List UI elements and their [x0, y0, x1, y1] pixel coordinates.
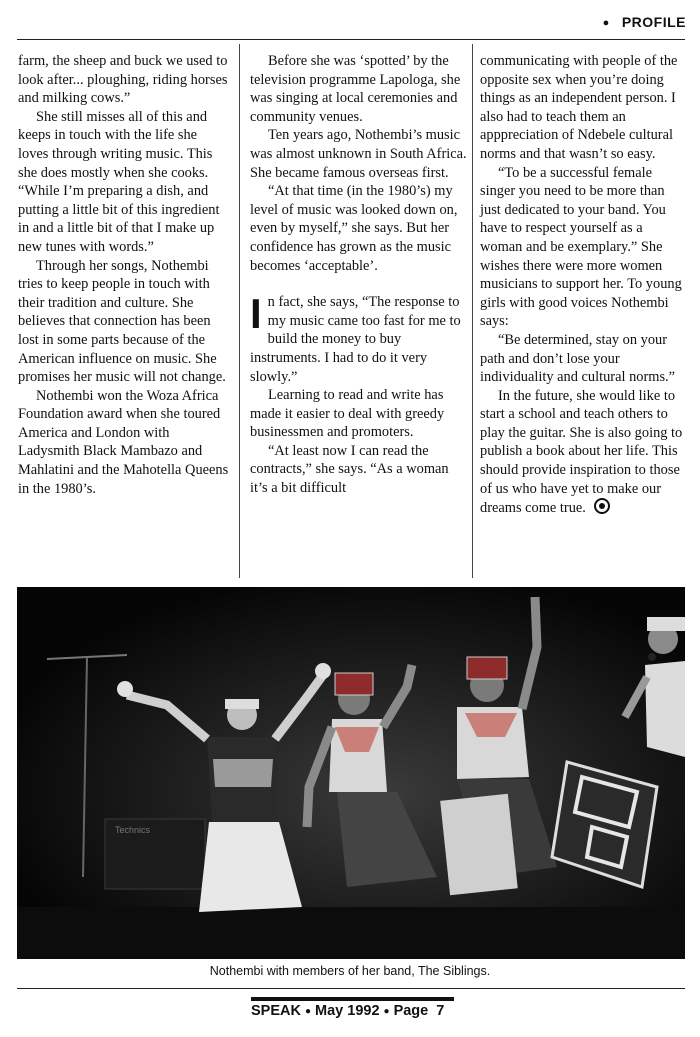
column-divider: [239, 44, 240, 578]
dropcap-text: n fact, she says, “The response to my music came too fast for me to build the money to buy instruments. I had to do it very slowly.”: [250, 294, 461, 385]
dropcap-paragraph: [250, 290, 468, 386]
page-label: Page: [393, 1003, 429, 1019]
paragraph: “At least now I can read the contracts,” she says. “As a woman it’s a bit difficult: [250, 442, 449, 497]
drop-cap: I: [250, 290, 262, 338]
bullet-icon: ●: [304, 1006, 312, 1017]
paragraph: Ten years ago, Nothembi’s music was almost unknown in South Africa. She became famous overseas first.: [250, 127, 467, 181]
footer-divider: [17, 988, 685, 989]
issue-date: May 1992: [315, 1003, 380, 1019]
page-footer: [251, 1003, 444, 1019]
magazine-name: SPEAK: [251, 1003, 301, 1019]
article-column-2: [250, 52, 468, 498]
header-divider: [17, 39, 685, 40]
paragraph: “At that time (in the 1980’s) my level of music was looked down on, even by myself,” she says. But her confidence has grown as the music becomes ‘acceptable’.: [250, 183, 458, 274]
paragraph: communicating with people of the opposite sex when you’re doing things as an independent person. I also had to teach them an apppreciation of Ndebele cultural norms and that wasn’t so easy.: [480, 53, 678, 162]
end-mark-icon: [594, 498, 610, 514]
paragraph: She still misses all of this and keeps in touch with the life she loves through writing music. This she does mostly when she cooks. “While I’m preparing a dish, and putting a little bit of this ingredient in and a little bit of that I make up new tunes with words.”: [18, 108, 220, 255]
paragraph: Learning to read and write has made it easier to deal with greedy businessmen and promoters.: [250, 387, 445, 441]
photo-caption: Nothembi with members of her band, The Siblings.: [209, 964, 491, 978]
column-divider: [472, 44, 473, 578]
section-header: [603, 14, 686, 30]
paragraph-text: In the future, she would like to start a school and teach others to play the guitar. She is also going to publish a book about her life. This should provide inspiration to those of us who have yet to make our dreams come true.: [480, 387, 683, 517]
paragraph: Through her songs, Nothembi tries to keep people in touch with their tradition and culture. She believes that connection has been lost in some parts because of the American influence on music. She promises her music will not change.: [18, 257, 226, 386]
paragraph: Before she was ‘spotted’ by the television programme Lapologa, she was singing at local ceremonies and community venues.: [250, 53, 461, 125]
band-photo-illustration: [17, 587, 685, 959]
article-column-1: [18, 52, 230, 498]
paragraph: Nothembi won the Woza Africa Foundation award when she toured America and London with Ladysmith Black Mambazo and Mahlatini and the Mahotella Queens in the 1980’s.: [18, 387, 229, 497]
paragraph: [480, 387, 686, 518]
footer-bar: [251, 997, 454, 1001]
page-number: 7: [436, 1003, 445, 1019]
speaker-brand-label: Technics: [115, 825, 151, 835]
section-title: PROFILE: [621, 14, 686, 30]
paragraph: “To be a successful female singer you need to be more than just dedicated to your band. You have to respect yourself as a woman and be exemplary.” She wishes there were more women musicians to support her. To young girls with good voices Nothembi says:: [480, 164, 682, 330]
bullet-icon: ●: [602, 17, 610, 29]
paragraph: “Be determined, stay on your path and don’t lose your individuality and cultural norms.”: [480, 331, 676, 386]
article-column-3: [480, 52, 686, 518]
bullet-icon: ●: [383, 1006, 390, 1017]
paragraph: farm, the sheep and buck we used to look after... ploughing, riding horses and milking cows.”: [18, 53, 228, 107]
band-photo: [17, 587, 685, 959]
